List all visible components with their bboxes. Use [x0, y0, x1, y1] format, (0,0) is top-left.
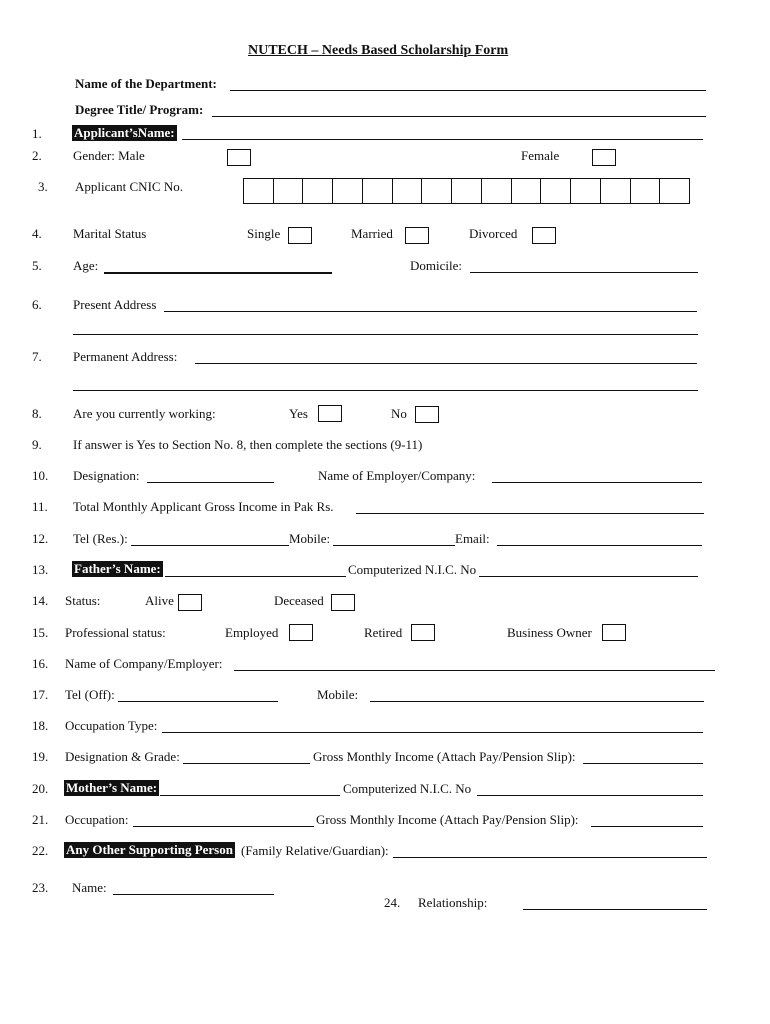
married-checkbox[interactable] [405, 227, 429, 244]
single-checkbox[interactable] [288, 227, 312, 244]
item-number: 23. [32, 880, 49, 895]
designation-label: Designation: [73, 468, 140, 483]
present-address-input[interactable] [164, 311, 697, 312]
item-number: 15. [32, 625, 49, 640]
cnic-input-boxes[interactable] [243, 178, 690, 204]
item-number: 22. [32, 843, 49, 858]
mobile2-input[interactable] [370, 701, 704, 702]
occupation-type-input[interactable] [162, 732, 703, 733]
mobile-input[interactable] [333, 545, 455, 546]
father-name-label: Father’s Name: [74, 561, 161, 576]
email-input[interactable] [497, 545, 702, 546]
divorced-checkbox[interactable] [532, 227, 556, 244]
tel-off-input[interactable] [118, 701, 278, 702]
status-label: Status: [65, 593, 101, 608]
employed-label: Employed [225, 625, 279, 640]
business-owner-label: Business Owner [507, 625, 592, 640]
tel-off-label: Tel (Off): [65, 687, 115, 702]
item-number: 6. [32, 297, 42, 312]
item-number: 12. [32, 531, 49, 546]
female-checkbox[interactable] [592, 149, 616, 166]
gross-income2-label: Gross Monthly Income (Attach Pay/Pension Slip): [316, 812, 579, 827]
alive-checkbox[interactable] [178, 594, 202, 611]
domicile-input[interactable] [470, 272, 698, 273]
deceased-label: Deceased [274, 593, 324, 608]
designation-input[interactable] [147, 482, 274, 483]
department-input[interactable] [230, 90, 706, 91]
item-number: 18. [32, 718, 49, 733]
item-number: 11. [32, 499, 48, 514]
yes-label: Yes [289, 406, 308, 421]
income-label: Total Monthly Applicant Gross Income in Pak Rs. [73, 499, 334, 514]
department-label: Name of the Department: [75, 76, 217, 91]
present-address-label: Present Address [73, 297, 157, 312]
married-label: Married [351, 226, 393, 241]
mobile2-label: Mobile: [317, 687, 359, 702]
tel-res-input[interactable] [131, 545, 289, 546]
item-number: 24. [384, 895, 401, 910]
alive-label: Alive [145, 593, 174, 608]
gross-income2-input[interactable] [591, 826, 703, 827]
father-cnic-input[interactable] [479, 576, 698, 577]
permanent-address-input-line2[interactable] [73, 390, 698, 391]
mother-name-input[interactable] [160, 795, 340, 796]
permanent-address-label: Permanent Address: [73, 349, 178, 364]
instruction-text: If answer is Yes to Section No. 8, then complete the sections (9-11) [73, 437, 423, 452]
degree-label: Degree Title/ Program: [75, 102, 204, 117]
occupation-label: Occupation: [65, 812, 129, 827]
name-label: Name: [72, 880, 107, 895]
designation-grade-input[interactable] [183, 763, 310, 764]
item-number: 17. [32, 687, 49, 702]
other-person-label: Any Other Supporting Person [66, 842, 233, 857]
gross-income-input[interactable] [583, 763, 703, 764]
occupation-type-label: Occupation Type: [65, 718, 158, 733]
present-address-input-line2[interactable] [73, 334, 698, 335]
cnic-label: Applicant CNIC No. [75, 179, 183, 194]
mobile-label: Mobile: [289, 531, 331, 546]
company-input[interactable] [234, 670, 715, 671]
item-number: 19. [32, 749, 49, 764]
item-number: 5. [32, 258, 42, 273]
tel-res-label: Tel (Res.): [73, 531, 128, 546]
applicant-name-input[interactable] [182, 139, 703, 140]
employer-input[interactable] [492, 482, 702, 483]
divorced-label: Divorced [469, 226, 518, 241]
item-number: 8. [32, 406, 42, 421]
marital-label: Marital Status [73, 226, 147, 241]
item-number: 13. [32, 562, 49, 577]
item-number: 4. [32, 226, 42, 241]
deceased-checkbox[interactable] [331, 594, 355, 611]
working-no-checkbox[interactable] [415, 406, 439, 423]
degree-input[interactable] [212, 116, 706, 117]
mother-cnic-label: Computerized N.I.C. No [343, 781, 472, 796]
designation-grade-label: Designation & Grade: [65, 749, 180, 764]
age-input[interactable] [104, 272, 332, 274]
income-input[interactable] [356, 513, 704, 514]
occupation-input[interactable] [133, 826, 314, 827]
retired-checkbox[interactable] [411, 624, 435, 641]
name-input[interactable] [113, 894, 274, 895]
item-number: 20. [32, 781, 49, 796]
other-person-input[interactable] [393, 857, 707, 858]
mother-name-label: Mother’s Name: [66, 780, 158, 795]
retired-label: Retired [364, 625, 403, 640]
employed-checkbox[interactable] [289, 624, 313, 641]
company-label: Name of Company/Employer: [65, 656, 223, 671]
domicile-label: Domicile: [410, 258, 462, 273]
item-number: 9. [32, 437, 42, 452]
item-number: 21. [32, 812, 49, 827]
form-title: NUTECH – Needs Based Scholarship Form [248, 43, 509, 58]
other-person-rest-label: (Family Relative/Guardian): [241, 843, 389, 858]
item-number: 7. [32, 349, 42, 364]
gender-label: Gender: Male [73, 148, 145, 163]
gross-income-label: Gross Monthly Income (Attach Pay/Pension Slip): [313, 749, 576, 764]
male-checkbox[interactable] [227, 149, 251, 166]
email-label: Email: [455, 531, 490, 546]
female-label: Female [521, 148, 560, 163]
permanent-address-input[interactable] [195, 363, 697, 364]
father-cnic-label: Computerized N.I.C. No [348, 562, 477, 577]
working-label: Are you currently working: [73, 406, 216, 421]
item-number: 16. [32, 656, 49, 671]
item-number: 3. [38, 179, 48, 194]
item-number: 1. [32, 126, 42, 141]
item-number: 10. [32, 468, 49, 483]
item-number: 14. [32, 593, 49, 608]
business-owner-checkbox[interactable] [602, 624, 626, 641]
single-label: Single [247, 226, 281, 241]
mother-cnic-input[interactable] [477, 795, 703, 796]
age-label: Age: [73, 258, 99, 273]
father-name-input[interactable] [165, 576, 346, 577]
no-label: No [391, 406, 407, 421]
prof-status-label: Professional status: [65, 625, 166, 640]
employer-label: Name of Employer/Company: [318, 468, 476, 483]
item-number: 2. [32, 148, 42, 163]
relationship-input[interactable] [523, 909, 707, 910]
relationship-label: Relationship: [418, 895, 488, 910]
working-yes-checkbox[interactable] [318, 405, 342, 422]
applicant-name-label: Applicant’sName: [74, 125, 175, 140]
